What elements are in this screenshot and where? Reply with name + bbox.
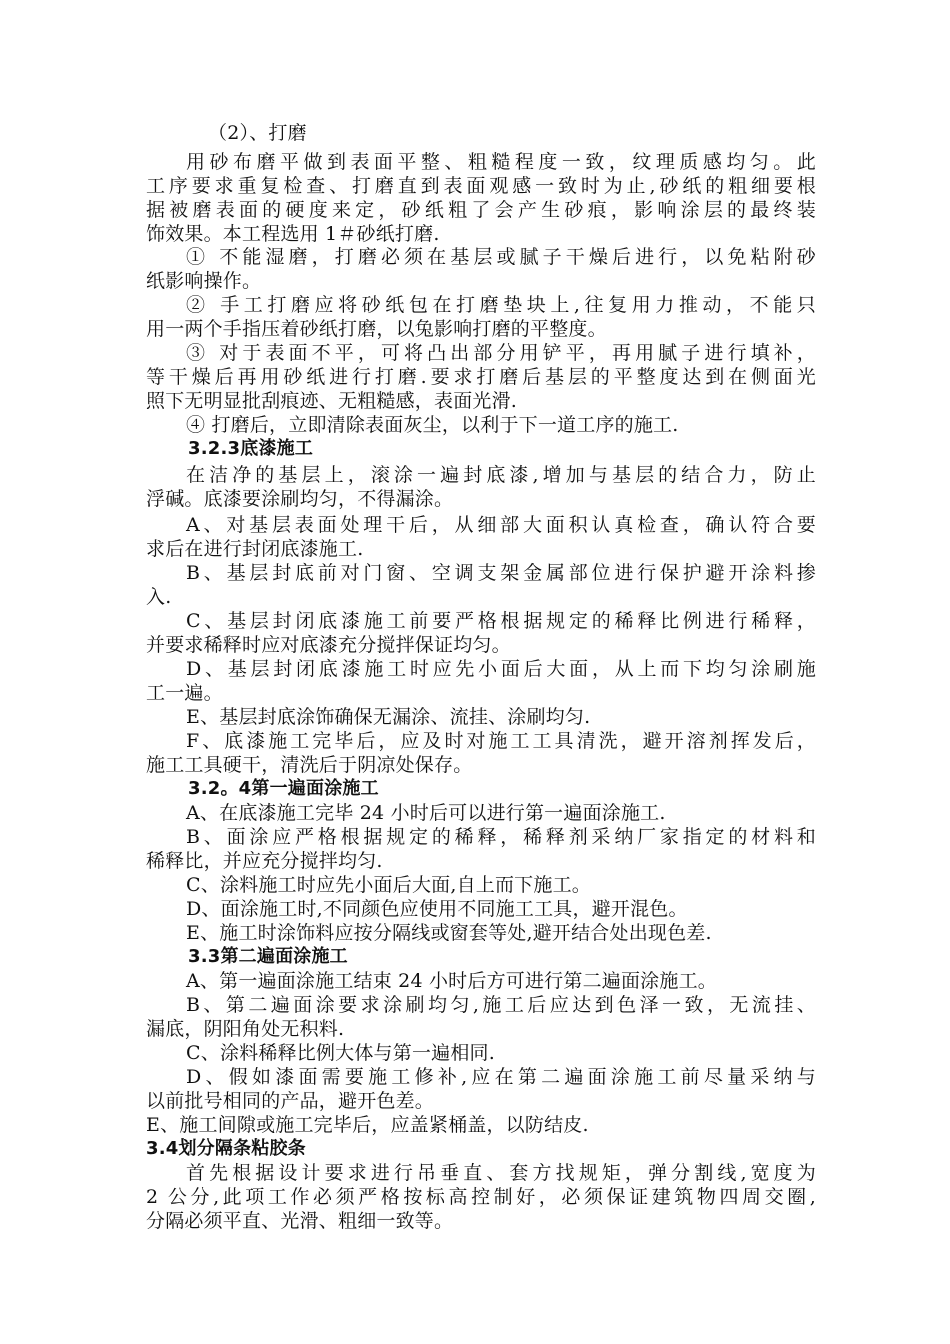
list-item-line: 求后在进行封闭底漆施工. xyxy=(146,538,364,560)
list-item-line: A、对基层表面处理干后，从细部大面积认真检查，确认符合要 xyxy=(186,514,816,536)
paragraph-line: 2 公分,此项工作必须严格按标高控制好，必须保证建筑物四周交圈, xyxy=(146,1186,816,1208)
section-heading: 3.4划分隔条粘胶条 xyxy=(146,1138,306,1159)
paragraph-line: 工序要求重复检查、打磨直到表面观感一致时为止,砂纸的粗细要根 xyxy=(146,175,816,197)
section-heading: 3.2.3底漆施工 xyxy=(188,438,314,459)
paragraph-line: 浮碱。底漆要涂刷均匀，不得漏涂。 xyxy=(146,488,454,510)
list-item-line: C、基层封闭底漆施工前要严格根据规定的稀释比例进行稀释， xyxy=(186,610,816,632)
paragraph-line: 分隔必须平直、光滑、粗细一致等。 xyxy=(146,1210,454,1232)
list-item-line: E、基层封底涂饰确保无漏涂、流挂、涂刷均匀. xyxy=(186,706,591,728)
paragraph-line: 首先根据设计要求进行吊垂直、套方找规矩，弹分割线,宽度为 xyxy=(186,1162,816,1184)
list-item-line: F、底漆施工完毕后，应及时对施工工具清洗，避开溶剂挥发后， xyxy=(186,730,816,752)
paragraph-line: 在洁净的基层上，滚涂一遍封底漆,增加与基层的结合力，防止 xyxy=(186,464,816,486)
paragraph-line: 据被磨表面的硬度来定，砂纸粗了会产生砂痕，影响涂层的最终装 xyxy=(146,199,816,221)
list-item-line: E、施工间隙或施工完毕后，应盖紧桶盖，以防结皮. xyxy=(146,1114,589,1136)
list-item-line: E、施工时涂饰料应按分隔线或窗套等处,避开结合处出现色差. xyxy=(186,922,712,944)
section-heading: 3.2。4第一遍面涂施工 xyxy=(188,778,379,799)
list-item-line: D、基层封闭底漆施工时应先小面后大面，从上而下均匀涂刷施 xyxy=(186,658,816,680)
list-item-line: ① 不能湿磨，打磨必须在基层或腻子干燥后进行，以免粘附砂 xyxy=(186,246,816,268)
list-item-line: ③ 对于表面不平，可将凸出部分用铲平，再用腻子进行填补， xyxy=(186,342,816,364)
list-item-line: 施工工具硬干，清洗后于阴凉处保存。 xyxy=(146,754,473,776)
list-item-line: 照下无明显批刮痕迹、无粗糙感，表面光滑. xyxy=(146,390,518,412)
list-item-line: 稀释比，并应充分搅拌均匀. xyxy=(146,850,383,872)
list-item-line: B、面涂应严格根据规定的稀释，稀释剂采纳厂家指定的材料和 xyxy=(186,826,816,848)
list-item-line: 工一遍。 xyxy=(146,682,223,704)
list-item-line: B、第二遍面涂要求涂刷均匀,施工后应达到色泽一致，无流挂、 xyxy=(186,994,816,1016)
list-item-line: 以前批号相同的产品，避开色差。 xyxy=(146,1090,435,1112)
list-item-line: 并要求稀释时应对底漆充分搅拌保证均匀。 xyxy=(146,634,511,656)
list-item-line: D、面涂施工时,不同颜色应使用不同施工工具，避开混色。 xyxy=(186,898,688,920)
list-item-line: 等干燥后再用砂纸进行打磨.要求打磨后基层的平整度达到在侧面光 xyxy=(146,366,816,388)
list-item-line: 纸影响操作。 xyxy=(146,270,262,292)
list-item-line: A、第一遍面涂施工结束 24 小时后方可进行第二遍面涂施工。 xyxy=(186,970,717,992)
paragraph-line: 用砂布磨平做到表面平整、粗糙程度一致，纹理质感均匀。此 xyxy=(186,151,816,173)
list-item-line: C、涂料稀释比例大体与第一遍相同. xyxy=(186,1042,495,1064)
list-item-line: B、基层封底前对门窗、空调支架金属部位进行保护避开涂料掺 xyxy=(186,562,816,584)
list-item-line: C、涂料施工时应先小面后大面,自上而下施工。 xyxy=(186,874,591,896)
list-item-line: ④ 打磨后，立即清除表面灰尘，以利于下一道工序的施工. xyxy=(186,414,679,436)
list-item-line: 入. xyxy=(146,586,172,608)
list-item-line: D、假如漆面需要施工修补,应在第二遍面涂施工前尽量采纳与 xyxy=(186,1066,816,1088)
list-item-line: ② 手工打磨应将砂纸包在打磨垫块上,往复用力推动，不能只 xyxy=(186,294,816,316)
subsection-heading: （2）、打磨 xyxy=(208,122,307,144)
list-item-line: A、在底漆施工完毕 24 小时后可以进行第一遍面涂施工. xyxy=(186,802,666,824)
paragraph-line: 饰效果。本工程选用 1＃砂纸打磨. xyxy=(146,223,440,245)
list-item-line: 漏底，阴阳角处无积料. xyxy=(146,1018,345,1040)
list-item-line: 用一两个手指压着砂纸打磨，以兔影响打磨的平整度。 xyxy=(146,318,607,340)
section-heading: 3.3第二遍面涂施工 xyxy=(188,946,348,967)
